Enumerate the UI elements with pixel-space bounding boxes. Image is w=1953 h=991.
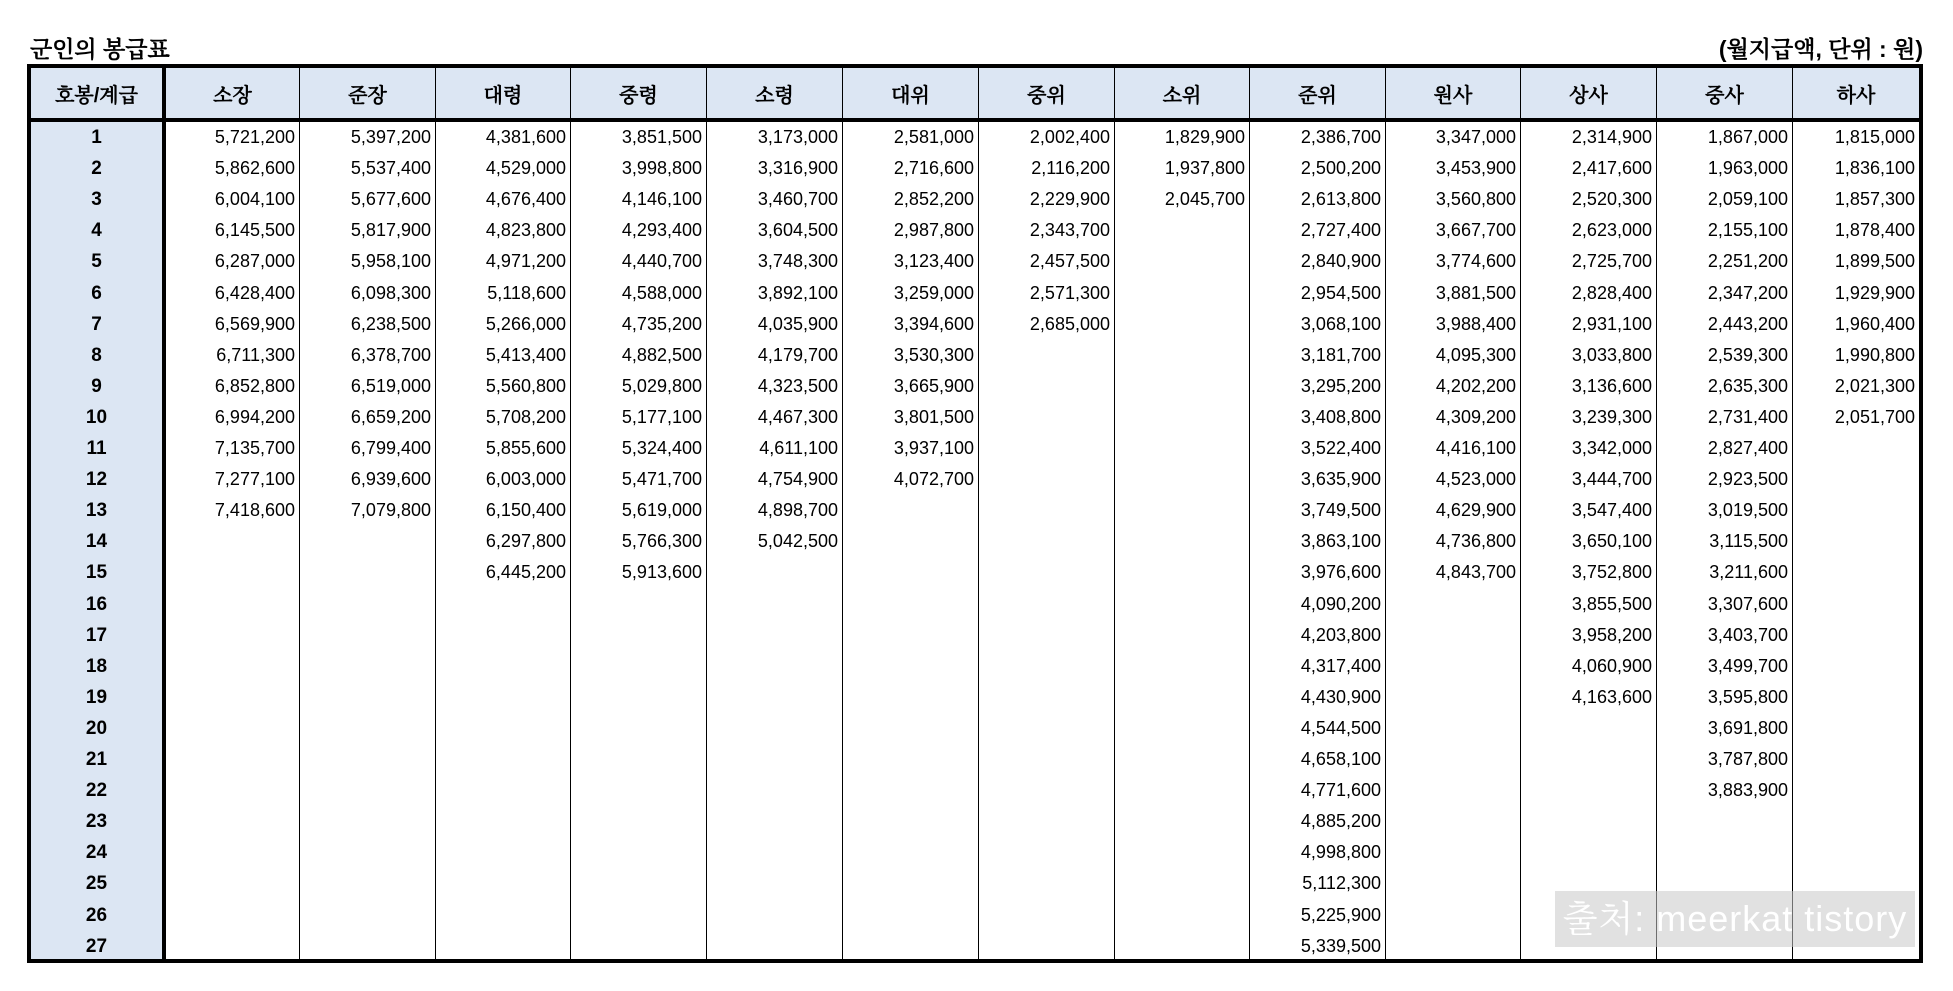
pay-cell: 4,588,000	[621, 282, 702, 303]
step-cell: 16	[85, 593, 108, 615]
pay-cell: 4,163,600	[1571, 686, 1652, 707]
pay-cell: 4,072,700	[893, 469, 974, 490]
pay-cell: 5,855,600	[485, 438, 566, 458]
pay-cell: 4,771,600	[1300, 780, 1381, 801]
pay-cell: 4,467,300	[757, 406, 838, 427]
pay-cell: 4,095,300	[1435, 344, 1516, 365]
pay-cell: 2,840,900	[1300, 251, 1381, 272]
pay-cell: 3,307,600	[1707, 593, 1788, 614]
pay-cell: 6,287,000	[214, 251, 295, 272]
pay-cell: 2,539,300	[1707, 344, 1788, 365]
pay-cell: 3,595,800	[1707, 686, 1788, 707]
step-cell: 17	[85, 624, 108, 646]
step-cell: 22	[85, 780, 108, 802]
pay-cell: 1,829,900	[1164, 127, 1245, 147]
pay-cell: 4,146,100	[621, 189, 702, 210]
pay-cell: 5,397,200	[350, 127, 431, 147]
pay-cell: 5,029,800	[621, 375, 702, 396]
step-cell: 25	[85, 873, 108, 895]
rank-column-2	[300, 68, 436, 959]
pay-cell: 1,878,400	[1834, 220, 1915, 241]
pay-cell: 1,929,900	[1834, 282, 1915, 303]
pay-cell: 6,799,400	[350, 438, 431, 458]
step-cell: 12	[85, 469, 108, 491]
pay-cell: 3,787,800	[1707, 749, 1788, 769]
pay-cell: 5,118,600	[487, 282, 566, 303]
pay-cell: 4,203,800	[1300, 624, 1381, 645]
pay-cell: 4,998,800	[1300, 842, 1381, 863]
pay-cell: 2,613,800	[1300, 189, 1381, 210]
rank-column-6	[843, 68, 979, 959]
pay-cell: 6,994,200	[214, 406, 295, 427]
pay-cell: 1,960,400	[1834, 313, 1915, 334]
pay-cell: 3,604,500	[757, 220, 838, 241]
step-cell: 8	[91, 344, 102, 366]
pay-cell: 5,042,500	[757, 531, 838, 552]
pay-cell: 2,059,100	[1707, 189, 1788, 210]
pay-cell: 3,408,800	[1300, 406, 1381, 427]
pay-cell: 3,033,800	[1571, 344, 1652, 365]
pay-cell: 3,650,100	[1571, 531, 1652, 552]
pay-cell: 2,635,300	[1707, 375, 1788, 396]
pay-cell: 6,004,100	[214, 189, 295, 210]
pay-cell: 4,544,500	[1300, 717, 1381, 738]
pay-cell: 2,045,700	[1164, 189, 1245, 210]
pay-cell: 5,471,700	[621, 469, 702, 490]
pay-cell: 3,347,000	[1435, 127, 1516, 147]
pay-cell: 1,990,800	[1834, 344, 1915, 365]
step-cell: 26	[85, 904, 108, 926]
pay-cell: 2,386,700	[1300, 127, 1381, 147]
pay-cell: 3,460,700	[757, 189, 838, 210]
pay-cell: 4,293,400	[621, 220, 702, 241]
step-cell: 15	[85, 562, 108, 584]
pay-cell: 1,836,100	[1834, 158, 1915, 179]
step-cell: 1	[91, 127, 102, 148]
pay-cell: 2,685,000	[1029, 313, 1110, 334]
pay-cell: 3,181,700	[1300, 344, 1381, 365]
rank-header: 대위	[843, 68, 978, 118]
pay-cell: 4,658,100	[1300, 749, 1381, 769]
step-cell: 7	[91, 313, 102, 335]
pay-cell: 4,317,400	[1300, 655, 1381, 676]
pay-cell: 2,716,600	[893, 158, 974, 179]
pay-cell: 5,677,600	[350, 189, 431, 210]
pay-cell: 4,885,200	[1300, 811, 1381, 832]
pay-cell: 5,112,300	[1302, 873, 1381, 894]
pay-cell: 7,079,800	[350, 500, 431, 521]
pay-cell: 3,499,700	[1707, 655, 1788, 676]
pay-cell: 4,754,900	[757, 469, 838, 490]
pay-cell: 3,453,900	[1435, 158, 1516, 179]
pay-cell: 5,266,000	[485, 313, 566, 334]
pay-cell: 3,522,400	[1300, 438, 1381, 458]
rank-header: 중령	[571, 68, 706, 118]
pay-cell: 3,801,500	[893, 406, 974, 427]
pay-cell: 3,937,100	[893, 438, 974, 458]
step-cell: 14	[85, 531, 108, 553]
pay-cell: 3,295,200	[1300, 375, 1381, 396]
pay-cell: 3,239,300	[1571, 406, 1652, 427]
pay-cell: 5,766,300	[621, 531, 702, 552]
rank-header: 중사	[1657, 68, 1792, 118]
pay-cell: 2,623,000	[1571, 220, 1652, 241]
pay-cell: 4,440,700	[621, 251, 702, 272]
rank-header: 원사	[1386, 68, 1520, 118]
page-title: 군인의 봉급표	[30, 36, 170, 62]
pay-cell: 3,774,600	[1435, 251, 1516, 272]
pay-cell: 3,136,600	[1571, 375, 1652, 396]
pay-cell: 5,708,200	[485, 406, 566, 427]
pay-cell: 2,954,500	[1300, 282, 1381, 303]
pay-cell: 4,629,900	[1435, 500, 1516, 521]
header-divider	[27, 118, 1923, 122]
pay-cell: 3,560,800	[1435, 189, 1516, 210]
pay-cell: 4,971,200	[485, 251, 566, 272]
pay-cell: 4,416,100	[1435, 438, 1516, 458]
pay-cell: 4,035,900	[757, 313, 838, 334]
pay-cell: 4,309,200	[1435, 406, 1516, 427]
pay-cell: 3,530,300	[893, 344, 974, 365]
pay-cell: 6,145,500	[214, 220, 295, 241]
pay-cell: 1,937,800	[1164, 158, 1245, 179]
pay-cell: 2,155,100	[1707, 220, 1788, 241]
pay-cell: 2,347,200	[1707, 282, 1788, 303]
pay-cell: 6,852,800	[214, 375, 295, 396]
pay-cell: 5,862,600	[214, 158, 295, 179]
pay-cell: 3,123,400	[893, 251, 974, 272]
pay-cell: 3,855,500	[1571, 593, 1652, 614]
pay-cell: 1,857,300	[1834, 189, 1915, 210]
pay-cell: 6,939,600	[350, 469, 431, 490]
pay-cell: 6,445,200	[485, 562, 566, 583]
pay-cell: 6,098,300	[350, 282, 431, 303]
pay-cell: 3,958,200	[1571, 624, 1652, 645]
pay-cell: 2,116,200	[1031, 158, 1110, 179]
rank-header: 준장	[300, 68, 435, 118]
pay-cell: 3,691,800	[1707, 717, 1788, 738]
pay-cell: 3,892,100	[757, 282, 838, 303]
rank-header: 상사	[1521, 68, 1656, 118]
pay-cell: 7,135,700	[214, 438, 295, 458]
rank-column-12	[1657, 68, 1793, 959]
pay-cell: 5,721,200	[214, 127, 295, 147]
pay-cell: 1,867,000	[1707, 127, 1788, 147]
pay-cell: 3,883,900	[1707, 780, 1788, 801]
step-cell: 18	[85, 655, 108, 677]
pay-cell: 4,179,700	[757, 344, 838, 365]
rank-header: 대령	[436, 68, 570, 118]
pay-cell: 3,752,800	[1571, 562, 1652, 583]
pay-cell: 6,378,700	[350, 344, 431, 365]
pay-cell: 3,988,400	[1435, 313, 1516, 334]
pay-cell: 4,430,900	[1300, 686, 1381, 707]
rank-header: 준위	[1250, 68, 1385, 118]
pay-cell: 4,090,200	[1300, 593, 1381, 614]
pay-cell: 6,428,400	[214, 282, 295, 303]
pay-cell: 5,560,800	[485, 375, 566, 396]
pay-cell: 4,381,600	[485, 127, 566, 147]
pay-cell: 3,342,000	[1571, 438, 1652, 458]
step-cell: 13	[85, 500, 108, 522]
pay-cell: 3,667,700	[1435, 220, 1516, 241]
pay-cell: 3,976,600	[1300, 562, 1381, 583]
pay-cell: 3,748,300	[757, 251, 838, 272]
pay-cell: 2,987,800	[893, 220, 974, 241]
watermark: 출처: meerkat tistory	[1555, 891, 1915, 947]
rank-column-13	[1793, 68, 1919, 959]
rank-column-8	[1115, 68, 1250, 959]
pay-cell: 1,963,000	[1707, 158, 1788, 179]
pay-cell: 2,727,400	[1300, 220, 1381, 241]
pay-cell: 3,259,000	[893, 282, 974, 303]
step-cell: 19	[85, 686, 108, 708]
pay-cell: 4,882,500	[621, 344, 702, 365]
pay-cell: 4,523,000	[1435, 469, 1516, 490]
step-cell: 21	[85, 749, 108, 770]
step-cell: 9	[91, 375, 102, 397]
step-cell: 4	[91, 220, 102, 242]
step-cell: 23	[85, 811, 108, 833]
pay-cell: 2,314,900	[1571, 127, 1652, 147]
pay-cell: 3,019,500	[1707, 500, 1788, 521]
pay-cell: 4,843,700	[1435, 562, 1516, 583]
pay-cell: 2,443,200	[1707, 313, 1788, 334]
rank-column-3	[436, 68, 571, 959]
pay-cell: 6,711,300	[216, 344, 295, 365]
pay-cell: 2,417,600	[1571, 158, 1652, 179]
pay-cell: 5,339,500	[1300, 935, 1381, 956]
step-column-divider	[162, 64, 166, 963]
pay-cell: 6,297,800	[485, 531, 566, 552]
rank-header: 중위	[979, 68, 1114, 118]
pay-cell: 3,394,600	[893, 313, 974, 334]
rank-column-10	[1386, 68, 1521, 959]
pay-cell: 3,403,700	[1707, 624, 1788, 645]
pay-cell: 4,898,700	[757, 500, 838, 521]
rank-header: 하사	[1793, 68, 1919, 118]
pay-cell: 2,251,200	[1707, 251, 1788, 272]
step-cell: 2	[91, 158, 102, 180]
pay-cell: 6,569,900	[214, 313, 295, 334]
pay-cell: 3,316,900	[757, 158, 838, 179]
pay-cell: 3,173,000	[757, 127, 838, 147]
rank-header: 소장	[166, 68, 299, 118]
pay-cell: 4,676,400	[485, 189, 566, 210]
step-cell: 11	[86, 438, 107, 459]
pay-cell: 3,881,500	[1435, 282, 1516, 303]
step-column	[31, 68, 162, 959]
pay-cell: 2,343,700	[1029, 220, 1110, 241]
rank-header: 소위	[1115, 68, 1249, 118]
pay-cell: 3,068,100	[1300, 313, 1381, 334]
pay-cell: 4,060,900	[1571, 655, 1652, 676]
pay-cell: 6,150,400	[485, 500, 566, 521]
pay-cell: 3,851,500	[621, 127, 702, 147]
rank-column-4	[571, 68, 707, 959]
rank-column-7	[979, 68, 1115, 959]
pay-cell: 4,202,200	[1435, 375, 1516, 396]
step-header: 호봉/계급	[31, 68, 162, 118]
step-cell: 27	[85, 935, 108, 957]
pay-cell: 2,581,000	[893, 127, 974, 147]
pay-cell: 4,529,000	[485, 158, 566, 179]
pay-cell: 5,413,400	[485, 344, 566, 365]
pay-cell: 3,863,100	[1300, 531, 1381, 552]
step-cell: 3	[91, 189, 102, 211]
pay-cell: 2,021,300	[1834, 375, 1915, 396]
pay-cell: 3,749,500	[1300, 500, 1381, 521]
pay-cell: 2,828,400	[1571, 282, 1652, 303]
pay-cell: 4,611,100	[759, 438, 838, 458]
rank-column-11	[1521, 68, 1657, 959]
pay-cell: 3,211,600	[1709, 562, 1788, 583]
step-cell: 20	[85, 717, 108, 739]
pay-cell: 2,852,200	[893, 189, 974, 210]
step-cell: 24	[85, 842, 108, 864]
unit-note: (월지급액, 단위 : 원)	[1718, 36, 1923, 62]
step-cell: 10	[85, 406, 108, 428]
step-cell: 6	[91, 282, 102, 304]
pay-cell: 2,500,200	[1300, 158, 1381, 179]
pay-cell: 5,619,000	[621, 500, 702, 521]
pay-cell: 2,229,900	[1029, 189, 1110, 210]
pay-cell: 2,725,700	[1571, 251, 1652, 272]
pay-cell: 7,277,100	[214, 469, 295, 490]
pay-cell: 3,547,400	[1571, 500, 1652, 521]
pay-cell: 2,827,400	[1707, 438, 1788, 458]
pay-cell: 6,238,500	[350, 313, 431, 334]
pay-cell: 5,958,100	[350, 251, 431, 272]
pay-cell: 3,998,800	[621, 158, 702, 179]
pay-cell: 5,324,400	[621, 438, 702, 458]
step-cell: 5	[91, 251, 102, 273]
pay-cell: 1,899,500	[1834, 251, 1915, 272]
pay-cell: 1,815,000	[1834, 127, 1915, 147]
pay-cell: 3,115,500	[1709, 531, 1788, 552]
pay-cell: 6,519,000	[350, 375, 431, 396]
rank-header: 소령	[707, 68, 842, 118]
pay-cell: 6,659,200	[350, 406, 431, 427]
rank-column-1	[166, 68, 300, 959]
pay-cell: 5,177,100	[621, 406, 702, 427]
pay-cell: 5,913,600	[621, 562, 702, 583]
pay-cell: 2,731,400	[1707, 406, 1788, 427]
pay-cell: 6,003,000	[485, 469, 566, 490]
pay-cell: 5,537,400	[350, 158, 431, 179]
pay-cell: 2,002,400	[1029, 127, 1110, 147]
pay-cell: 4,323,500	[757, 375, 838, 396]
pay-cell: 2,520,300	[1571, 189, 1652, 210]
pay-cell: 2,571,300	[1029, 282, 1110, 303]
rank-column-9	[1250, 68, 1386, 959]
pay-cell: 2,923,500	[1707, 469, 1788, 490]
pay-cell: 4,736,800	[1435, 531, 1516, 552]
pay-cell: 3,665,900	[893, 375, 974, 396]
pay-cell: 7,418,600	[214, 500, 295, 521]
pay-cell: 4,735,200	[621, 313, 702, 334]
pay-cell: 4,823,800	[485, 220, 566, 241]
pay-cell: 2,051,700	[1834, 406, 1915, 427]
pay-cell: 2,931,100	[1571, 313, 1652, 334]
pay-cell: 5,225,900	[1300, 904, 1381, 925]
pay-cell: 2,457,500	[1029, 251, 1110, 272]
pay-cell: 3,635,900	[1300, 469, 1381, 490]
pay-cell: 5,817,900	[350, 220, 431, 241]
pay-cell: 3,444,700	[1571, 469, 1652, 490]
rank-column-5	[707, 68, 843, 959]
